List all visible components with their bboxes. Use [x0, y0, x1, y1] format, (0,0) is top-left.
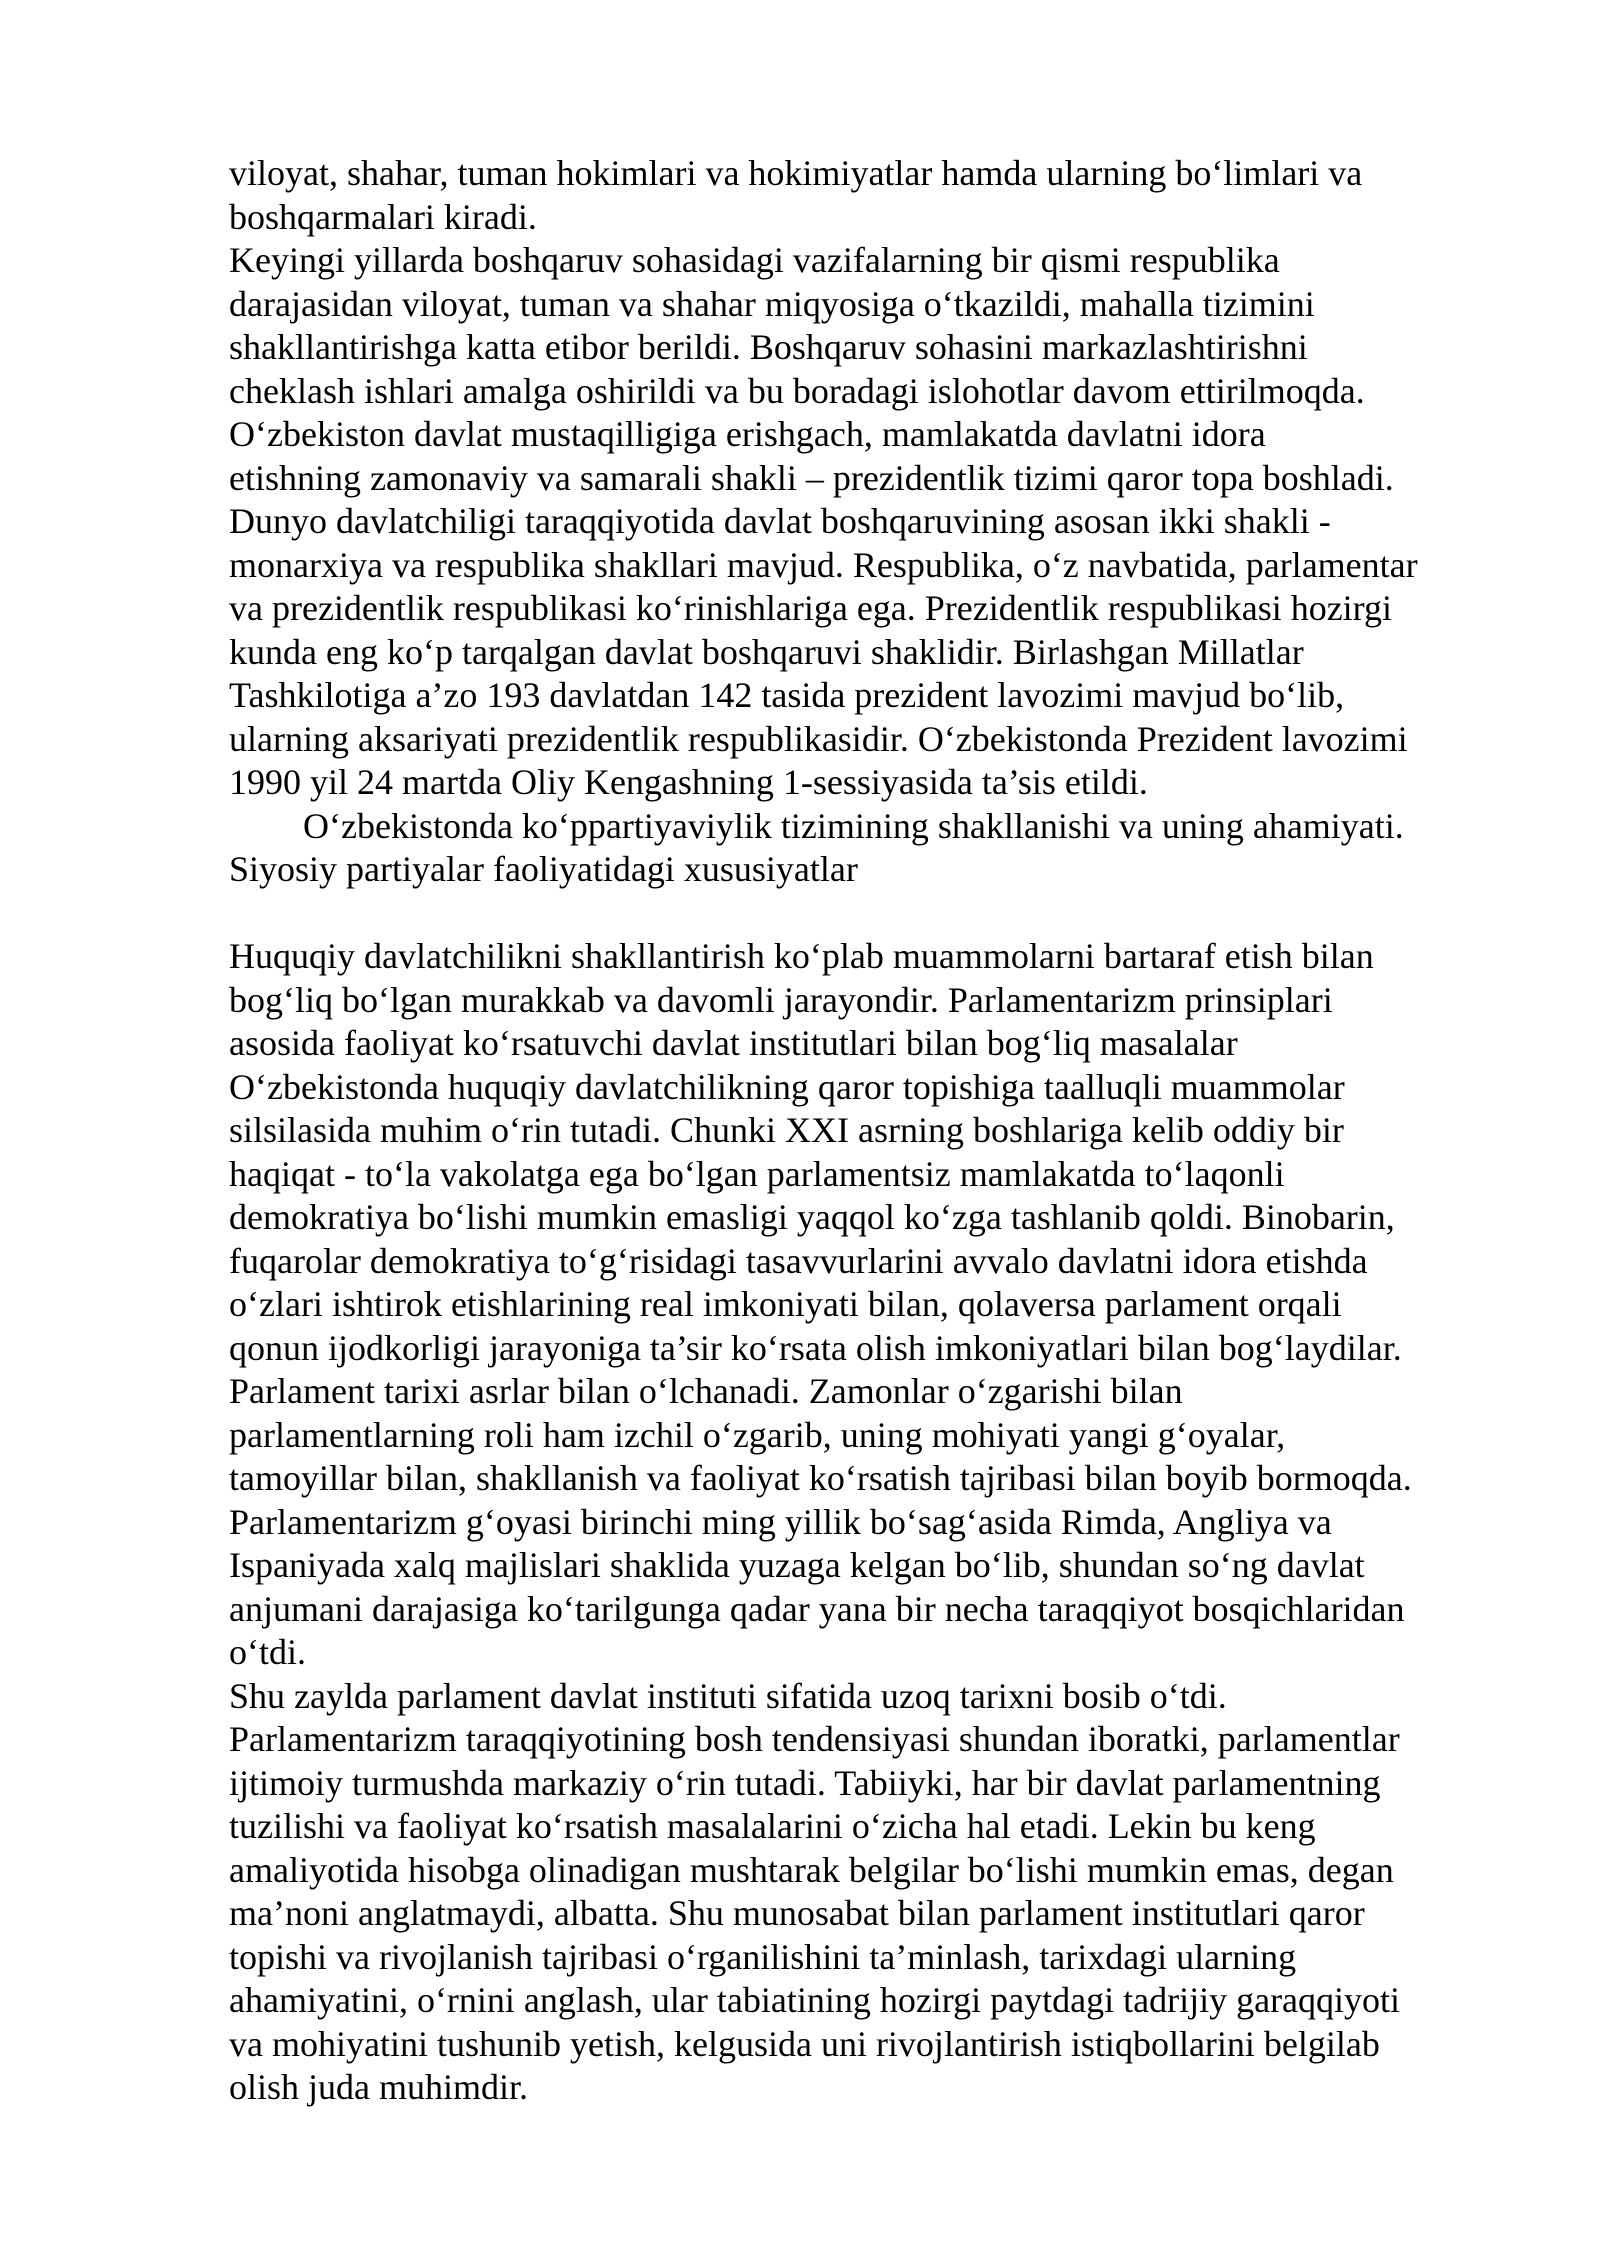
- text-line: o‘tdi.: [229, 1632, 306, 1672]
- text-line: fuqarolar demokratiya to‘g‘risidagi tasavvurlarini avvalo davlatni idora etishda: [229, 1240, 1368, 1281]
- paragraph: [229, 152, 1504, 239]
- document-body: [229, 152, 1504, 2110]
- text-line: Dunyo davlatchiligi taraqqiyotida davlat boshqaruvining asosan ikki shakli -: [229, 501, 1331, 541]
- text-line: Parlamentarizm taraqqiyotining bosh tendensiyasi shundan iboratki, parlamentlar: [229, 1719, 1400, 1759]
- text-line: Siyosiy partiyalar faoliyatidagi xususiyatlar: [229, 849, 858, 889]
- paragraph: [229, 935, 1504, 1675]
- text-line: ahamiyatini, o‘rnini anglash, ular tabiatining hozirgi paytdagi tadrijiy garaqqiyoti: [229, 1980, 1401, 2020]
- text-line: asosida faoliyat ko‘rsatuvchi davlat institutlari bilan bog‘liq masalalar: [229, 1023, 1238, 1063]
- text-line: Parlament tarixi asrlar bilan o‘lchanadi. Zamonlar o‘zgarishi bilan: [229, 1371, 1183, 1411]
- text-line: Huquqiy davlatchilikni shakllantirish ko‘plab muammolarni bartaraf etish bilan: [229, 936, 1374, 976]
- text-line: Parlamentarizm g‘oyasi birinchi ming yillik bo‘sag‘asida Rimda, Angliya va: [229, 1501, 1332, 1542]
- text-line: olish juda muhimdir.: [229, 2067, 529, 2107]
- text-line: tuzilishi va faoliyat ko‘rsatish masalalarini o‘zicha hal etadi. Lekin bu keng: [229, 1806, 1316, 1846]
- text-line: Shu zaylda parlament davlat instituti sifatida uzoq tarixni bosib o‘tdi.: [229, 1675, 1227, 1716]
- text-line: cheklash ishlari amalga oshirildi va bu boradagi islohotlar davom ettirilmoqda.: [229, 370, 1365, 411]
- blank-line: [229, 892, 1504, 936]
- text-line: parlamentlarning roli ham izchil o‘zgarib, uning mohiyati yangi g‘oyalar,: [229, 1414, 1286, 1455]
- text-line: qonun ijodkorligi jarayoniga ta’sir ko‘rsata olish imkoniyatlari bilan bog‘laydilar.: [229, 1327, 1402, 1368]
- text-line: va mohiyatini tushunib yetish, kelgusida uni rivojlantirish istiqbollarini belgilab: [229, 2023, 1380, 2064]
- text-line: darajasidan viloyat, tuman va shahar miqyosiga o‘tkazildi, mahalla tizimini: [229, 283, 1315, 324]
- text-line: tamoyillar bilan, shakllanish va faoliyat ko‘rsatish tajribasi bilan boyib bormoqda.: [229, 1458, 1412, 1498]
- text-line: etishning zamonaviy va samarali shakli – prezidentlik tizimi qaror topa boshladi.: [229, 457, 1394, 498]
- text-line: silsilasida muhim o‘rin tutadi. Chunki XXI asrning boshlariga kelib oddiy bir: [229, 1110, 1344, 1150]
- text-line: anjumani darajasiga ko‘tarilgunga qadar yana bir necha taraqqiyot bosqichlaridan: [229, 1588, 1405, 1629]
- paragraph: [229, 239, 1504, 805]
- section-heading: [229, 805, 1504, 892]
- text-line: ma’noni anglatmaydi, albatta. Shu munosabat bilan parlament institutlari qaror: [229, 1893, 1365, 1933]
- paragraph: [229, 1675, 1504, 2110]
- text-line: viloyat, shahar, tuman hokimlari va hokimiyatlar hamda ularning bo‘limlari va: [229, 153, 1363, 193]
- text-line: shakllantirishga katta etibor berildi. Boshqaruv sohasini markazlashtirishni: [229, 327, 1308, 367]
- text-line: Tashkilotiga a’zo 193 davlatdan 142 tasida prezident lavozimi mavjud bo‘lib,: [229, 675, 1345, 715]
- text-line: O‘zbekistonda huquqiy davlatchilikning qaror topishiga taalluqli muammolar: [229, 1066, 1345, 1107]
- text-line: demokratiya bo‘lishi mumkin emasligi yaqqol ko‘zga tashlanib qoldi. Binobarin,: [229, 1197, 1395, 1237]
- text-line: boshqarmalari kiradi.: [229, 196, 537, 237]
- text-line: va prezidentlik respublikasi ko‘rinishlariga ega. Prezidentlik respublikasi hozirgi: [229, 588, 1393, 628]
- text-line: ijtimoiy turmushda markaziy o‘rin tutadi. Tabiiyki, har bir davlat parlamentning: [229, 1762, 1381, 1803]
- text-line: monarxiya va respublika shakllari mavjud. Respublika, o‘z navbatida, parlamentar: [229, 544, 1418, 585]
- text-line: Keyingi yillarda boshqaruv sohasidagi vazifalarning bir qismi respublika: [229, 240, 1280, 280]
- text-line: O‘zbekistonda ko‘ppartiyaviylik tizimining shakllanishi va uning ahamiyati.: [303, 805, 1404, 846]
- text-line: O‘zbekiston davlat mustaqilligiga erishgach, mamlakatda davlatni idora: [229, 414, 1266, 454]
- text-line: ularning aksariyati prezidentlik respublikasidir. O‘zbekistonda Prezident lavozimi: [229, 718, 1408, 759]
- text-line: bog‘liq bo‘lgan murakkab va davomli jarayondir. Parlamentarizm prinsiplari: [229, 979, 1333, 1020]
- text-line: o‘zlari ishtirok etishlarining real imkoniyati bilan, qolaversa parlament orqali: [229, 1284, 1342, 1324]
- text-line: 1990 yil 24 martda Oliy Kengashning 1-sessiyasida ta’sis etildi.: [229, 762, 1148, 802]
- text-line: topishi va rivojlanish tajribasi o‘rganilishini ta’minlash, tarixdagi ularning: [229, 1936, 1297, 1977]
- text-line: Ispaniyada xalq majlislari shaklida yuzaga kelgan bo‘lib, shundan so‘ng davlat: [229, 1545, 1365, 1585]
- text-line: haqiqat - to‘la vakolatga ega bo‘lgan parlamentsiz mamlakatda to‘laqonli: [229, 1153, 1285, 1194]
- text-line: kunda eng ko‘p tarqalgan davlat boshqaruvi shaklidir. Birlashgan Millatlar: [229, 631, 1304, 672]
- text-line: amaliyotida hisobga olinadigan mushtarak belgilar bo‘lishi mumkin emas, degan: [229, 1849, 1394, 1890]
